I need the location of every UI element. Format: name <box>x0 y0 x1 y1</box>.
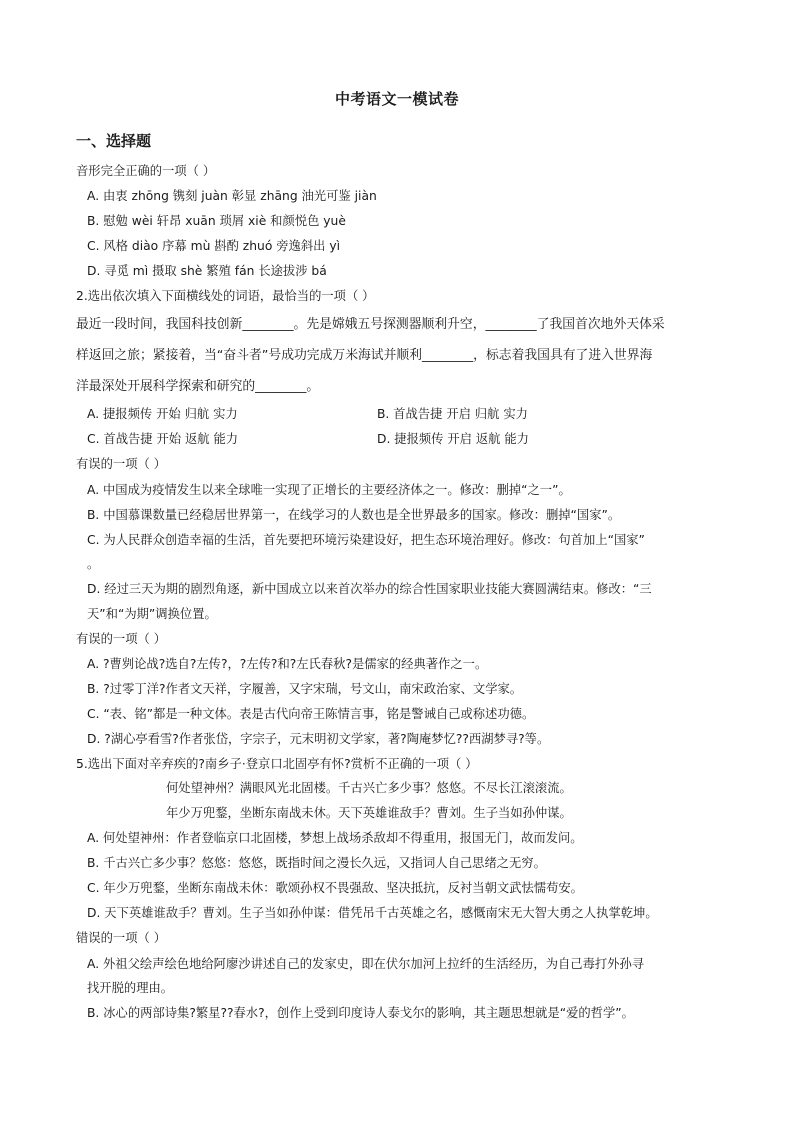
question-4-stem: 有误的一项（ ） <box>76 632 166 646</box>
question-2-option-a: A. 捷报频传 开始 归航 实力 <box>87 407 238 421</box>
question-2-stem: 2.选出依次填入下面横线处的词语，最恰当的一项（ ） <box>76 289 375 303</box>
question-2-passage-line: 洋最深处开展科学探索和研究的________。 <box>76 379 320 394</box>
question-1-option-c: C. 风格 diào 序幕 mù 斟酌 zhuó 旁逸斜出 yì <box>87 239 341 253</box>
page-title: 中考语文一模试卷 <box>334 90 459 108</box>
question-3-option-c-cont: 。 <box>87 557 100 571</box>
question-1-option-a: A. 由衷 zhōng 镌刻 juàn 彰显 zhāng 油光可鉴 jiàn <box>87 189 377 203</box>
question-2-option-b: B. 首战告捷 开启 归航 实力 <box>377 407 528 421</box>
question-3-option-c: C. 为人民群众创造幸福的生活，首先要把环境污染建设好，把生态环境治理好。修改：句首加上“国家” <box>87 533 645 547</box>
question-2-passage-line: 最近一段时间，我国科技创新________。先是嫦娥五号探测器顺利升空，________了我国首次地外天体采 <box>76 317 665 332</box>
question-5-option-d: D. 天下英雄谁敌手？曹刘。生子当如孙仲谋：借凭吊千古英雄之名，感慨南宋无大智大勇之人执掌乾坤。 <box>87 906 658 920</box>
question-5-option-c: C. 年少万兜鍪，坐断东南战未休：歌颂孙权不畏强敌、坚决抵抗，反衬当朝文武怯懦苟安。 <box>87 881 583 895</box>
question-3-option-d: D. 经过三天为期的剧烈角逐，新中国成立以来首次举办的综合性国家职业技能大赛圆满结束。修改：“三 <box>87 582 652 596</box>
question-5-option-b: B. 千古兴亡多少事？悠悠：悠悠，既指时间之漫长久远，又指词人自己思绪之无穷。 <box>87 856 546 870</box>
question-6-option-a: A. 外祖父绘声绘色地给阿廖沙讲述自己的发家史，即在伏尔加河上拉纤的生活经历，为自己毒打外孙寻 <box>87 957 645 971</box>
question-3-option-a: A. 中国成为疫情发生以来全球唯一实现了正增长的主要经济体之一。修改：删掉“之一”。 <box>87 483 571 497</box>
section-heading: 一、选择题 <box>76 132 152 150</box>
question-3-option-d-cont: 天”和“为期”调换位置。 <box>87 607 217 621</box>
question-1-stem: 音形完全正确的一项（ ） <box>76 164 216 178</box>
question-2-passage-line: 样返回之旅；紧接着，当“奋斗者”号成功完成万米海试并顺利________，标志着我国具有了进入世界海 <box>76 348 653 363</box>
question-6-stem: 错误的一项（ ） <box>76 931 166 945</box>
question-3-stem: 有误的一项（ ） <box>76 457 166 471</box>
question-1-option-b: B. 慰勉 wèi 轩昂 xuān 琐屑 xiè 和颜悦色 yuè <box>87 214 346 228</box>
question-6-option-a-cont: 找开脱的理由。 <box>87 981 174 995</box>
question-5-stem: 5.选出下面对辛弃疾的?南乡子·登京口北固亭有怀?赏析不正确的一项（ ） <box>76 757 478 771</box>
question-3-option-b: B. 中国慕课数量已经稳居世界第一，在线学习的人数也是全世界最多的国家。修改：删掉“国家”。 <box>87 508 621 522</box>
question-4-option-b: B. ?过零丁洋?作者文天祥，字履善，又字宋瑞，号文山，南宋政治家、文学家。 <box>87 682 523 696</box>
question-2-option-c: C. 首战告捷 开始 返航 能力 <box>87 432 239 446</box>
question-2-option-d: D. 捷报频传 开启 返航 能力 <box>377 432 529 446</box>
question-4-option-a: A. ?曹刿论战?选自?左传?，?左传?和?左氏春秋?是儒家的经典著作之一。 <box>87 657 488 671</box>
question-5-poem-line: 年少万兜鍪，坐断东南战未休。天下英雄谁敌手？曹刘。生子当如孙仲谋。 <box>166 806 572 820</box>
question-5-poem-line: 何处望神州？满眼风光北固楼。千古兴亡多少事？悠悠。不尽长江滚滚流。 <box>166 781 572 795</box>
question-5-option-a: A. 何处望神州：作者登临京口北固楼，梦想上战场杀敌却不得重用，报国无门，故而发问。 <box>87 831 583 845</box>
question-1-option-d: D. 寻觅 mì 摄取 shè 繁殖 fán 长途拔涉 bá <box>87 264 327 278</box>
question-4-option-d: D. ?湖心亭看雪?作者张岱，字宗子，元末明初文学家，著?陶庵梦忆??西湖梦寻?等。 <box>87 732 550 746</box>
question-4-option-c: C. “表、铭”都是一种文体。表是古代向帝王陈情言事，铭是警诫自己或称述功德。 <box>87 707 535 721</box>
question-6-option-b: B. 冰心的两部诗集?繁星??春水?，创作上受到印度诗人泰戈尔的影响，其主题思想就是“爱的哲学”。 <box>87 1006 634 1020</box>
